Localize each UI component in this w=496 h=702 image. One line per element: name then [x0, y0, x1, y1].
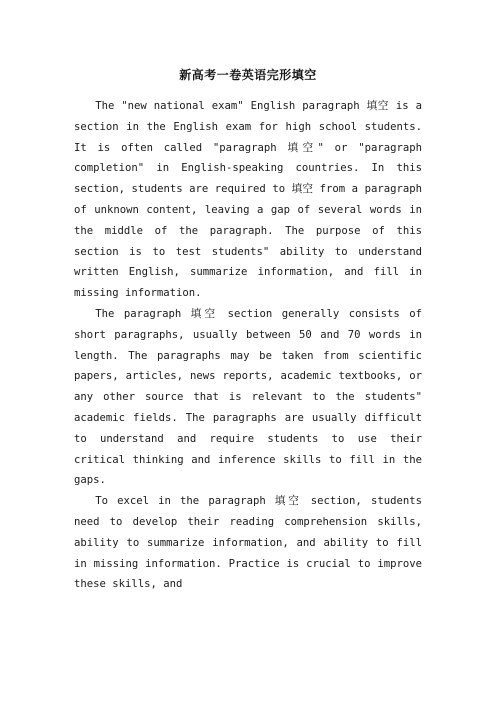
paragraph: The paragraph 填空 section generally consists of short paragraphs, usually between 50 and 70 words in length. The paragraphs may be taken from scientific papers, articles, news reports, academic textbooks, or any other source that is relevant to the students" academic fields. The paragraphs are usually difficult to understand and require students to use their critical thinking and inference skills to fill in the gaps. — [74, 307, 422, 487]
document-body — [74, 96, 422, 595]
paragraph: The "new national exam" English paragraph 填空 is a section in the English exam for high school students. It is often called "paragraph 填空" or "paragraph completion" in English-speaking countries. In this section, students are required to 填空 from a paragraph of unknown content, leaving a gap of several words in the middle of the paragraph. The purpose of this section is to test students" ability to understand written English, summarize information, and fill in missing information. — [74, 100, 422, 300]
paragraph: To excel in the paragraph 填空 section, students need to develop their reading comprehension skills, ability to summarize information, and ability to fill in missing information. Practice is crucial to improve these skills, and — [74, 495, 422, 591]
document-title: 新高考一卷英语完形填空 — [179, 68, 317, 82]
